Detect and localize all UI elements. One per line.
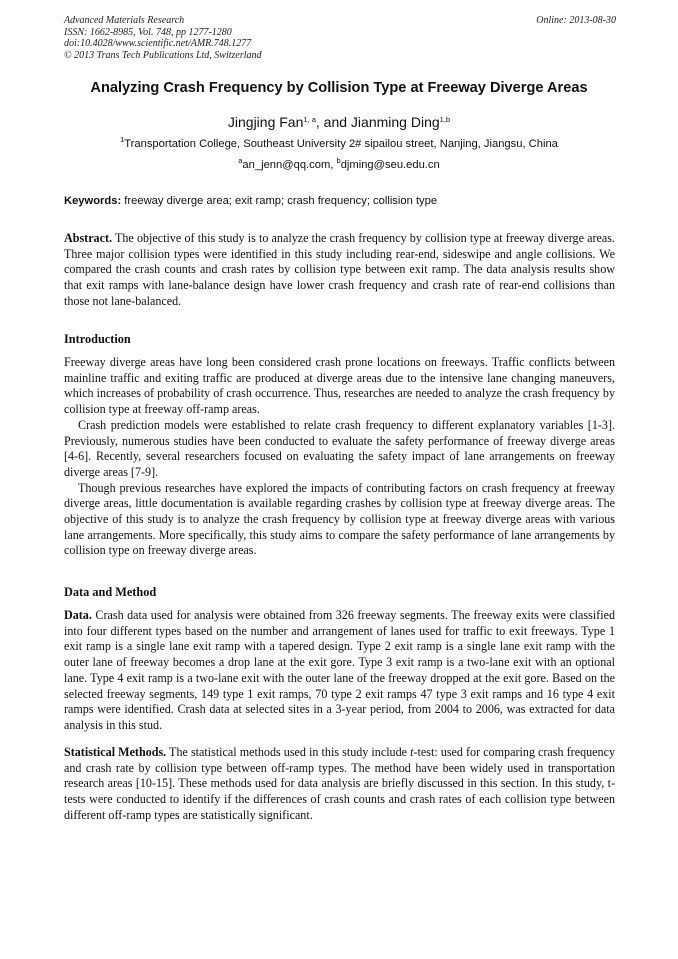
email-b-sup: b <box>336 156 341 165</box>
email-b: djming@seu.edu.cn <box>340 159 440 171</box>
email-a: an_jenn@qq.com <box>242 159 331 171</box>
data-method-heading: Data and Method <box>64 585 157 599</box>
intro-paragraph-2: Crash prediction models were established to relate crash frequency to different explanatory variables [1-3]. Previously, numerous studies have been conducted to evaluate the safety performance of freeway diverge areas [4-6]. Recently, several researchers focused on evaluating the safety impact of lane arrangements on freeway diverge areas [7-9]. <box>64 417 615 479</box>
paper-title: Analyzing Crash Frequency by Collision Type at Freeway Diverge Areas <box>90 80 588 96</box>
copyright-line: © 2013 Trans Tech Publications Ltd, Switzerland <box>64 49 262 61</box>
email-a-sup: a <box>238 156 243 165</box>
abstract-text: The objective of this study is to analyze the crash frequency by collision type at freeway diverge areas. Three major collision types were identified in this study including rear-end, sideswipe and angle collisions. We compared the crash counts and crash rates by collision type between exit ramp. The data analysis results show that exit ramps with lane-balance design have lower crash frequency and crash rate of rear-end collisions than those not lane-balanced. <box>64 231 615 308</box>
affiliation <box>0 135 678 150</box>
t-test-italic: t <box>410 745 414 759</box>
data-label: Data. <box>64 608 92 622</box>
stat-text-2: -test: used for comparing crash frequency and crash rate by collision type between off-ramp types. The method have been widely used in transportation research areas [10-15]. These methods used for data analysis are briefly discussed in this section. In this study, t-tests were conducted to identify if the differences of crash counts and crash rates of each collision type between different off-ramp types are statistically significant. <box>64 745 615 822</box>
email-separator: , <box>330 159 337 171</box>
journal-header <box>64 15 616 61</box>
author-1: Jingjing Fan <box>227 114 304 130</box>
online-date: Online: 2013-08-30 <box>536 15 616 26</box>
abstract <box>64 231 615 310</box>
intro-paragraph-1: Freeway diverge areas have long been considered crash prone locations on freeways. Traffic conflicts between mainline traffic and exiting traffic are produced at diverge areas due to the intensive lane changing maneuvers, which increases of probability of crash occurrence. Thus, researches are needed to analyze the crash frequency by collision type at freeway off-ramp areas. <box>64 355 615 417</box>
abstract-label: Abstract. <box>64 231 113 245</box>
affiliation-sup: 1 <box>120 135 125 144</box>
keywords-label: Keywords: <box>64 195 122 207</box>
author-connector: , and Jianming Ding <box>315 114 440 130</box>
email-line <box>0 156 678 171</box>
keywords <box>64 195 616 207</box>
affiliation-text: Transportation College, Southeast University 2# sipailou street, Nanjing, Jiangsu, China <box>124 138 558 150</box>
doi-line: doi:10.4028/www.scientific.net/AMR.748.1277 <box>64 38 252 49</box>
data-paragraph <box>64 608 615 734</box>
author-line <box>0 114 678 130</box>
introduction-body <box>64 355 615 559</box>
introduction-heading: Introduction <box>64 332 131 346</box>
data-text: Crash data used for analysis were obtained from 326 freeway segments. The freeway exits were classified into four different types based on the number and arrangement of lanes used for traffic to exit freeways. Type 1 exit ramp is a single lane exit ramp with a tapered design. Type 2 exit ramp is a single lane exit ramp with the outer lane of freeway becomes a drop lane at the exit gore. Type 3 exit ramp is a two-lane exit with an optional lane. Type 4 exit ramp is a two-lane exit with the outer lane of the freeway dropped at the exit gore. Based on the selected freeway segments, 149 type 1 exit ramps, 70 type 2 exit ramps 47 type 3 exit ramps and 16 type 4 exit ramps were identified. Crash data at selected sites in a 3-year period, from 2004 to 2006, was extracted for data analysis in this stud. <box>64 608 615 732</box>
journal-name: Advanced Materials Research <box>64 15 185 26</box>
stat-text-1: The statistical methods used in this study include <box>166 745 411 759</box>
stat-label: Statistical Methods. <box>64 745 167 759</box>
author-2-affil-sup: 1,b <box>439 115 451 124</box>
author-1-affil-sup: 1, a <box>303 115 316 124</box>
issn-line: ISSN: 1662-8985, Vol. 748, pp 1277-1280 <box>64 26 232 38</box>
keywords-text: freeway diverge area; exit ramp; crash frequency; collision type <box>121 195 438 207</box>
intro-paragraph-3: Though previous researches have explored the impacts of contributing factors on crash frequency at freeway diverge areas, little documentation is available regarding crashes by collision type at freeway diverge areas. The objective of this study is to analyze the crash frequency by collision type at freeway diverge areas with various lane arrangements. More specifically, this study aims to compare the safety performance of lane arrangements by collision type on freeway diverge areas. <box>64 480 615 558</box>
statistical-methods-paragraph <box>64 745 615 824</box>
